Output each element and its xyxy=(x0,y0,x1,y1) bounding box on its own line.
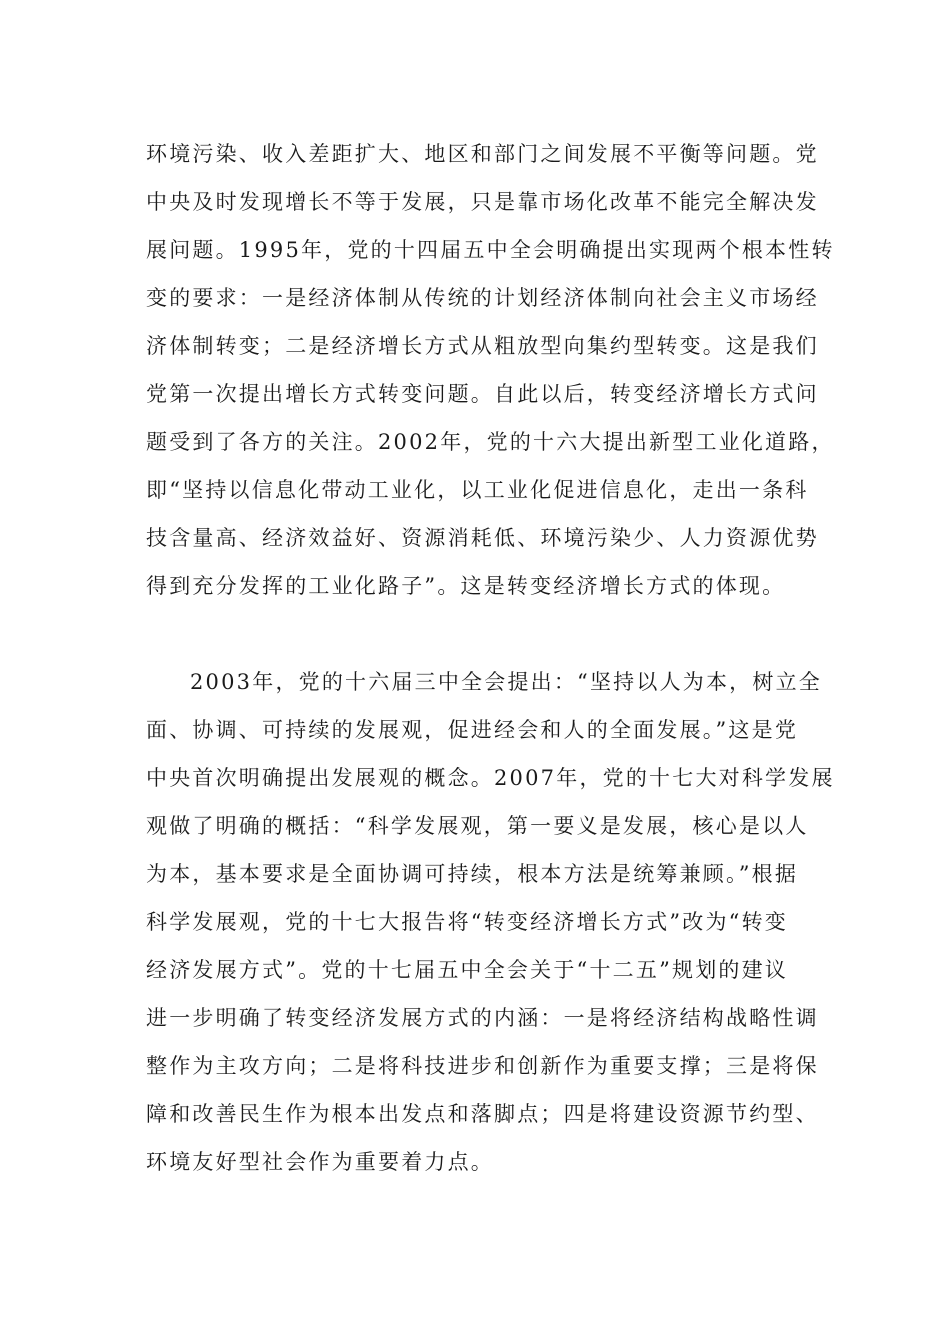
text-line: 即“坚持以信息化带动工业化，以工业化促进信息化，走出一条科 xyxy=(146,478,809,502)
text-line: 环境友好型社会作为重要着力点。 xyxy=(146,1150,494,1174)
paragraph-1 xyxy=(146,130,835,610)
text-line: 障和改善民生作为根本出发点和落脚点；四是将建设资源节约型、 xyxy=(146,1102,819,1126)
text-line: 环境污染、收入差距扩大、地区和部门之间发展不平衡等问题。党 xyxy=(146,142,819,166)
text-line: 进一步明确了转变经济发展方式的内涵：一是将经济结构战略性调 xyxy=(146,1006,819,1030)
text-line: 变的要求：一是经济体制从传统的计划经济体制向社会主义市场经 xyxy=(146,286,819,310)
text-line: 展问题。1995年，党的十四届五中全会明确提出实现两个根本性转 xyxy=(146,238,835,262)
text-line: 题受到了各方的关注。2002年，党的十六大提出新型工业化道路， xyxy=(146,430,835,454)
text-line: 党第一次提出增长方式转变问题。自此以后，转变经济增长方式问 xyxy=(146,382,819,406)
text-line: 中央及时发现增长不等于发展，只是靠市场化改革不能完全解决发 xyxy=(146,190,819,214)
text-line: 济体制转变；二是经济增长方式从粗放型向集约型转变。这是我们 xyxy=(146,334,819,358)
text-line: 观做了明确的概括：“科学发展观，第一要义是发展，核心是以人 xyxy=(146,814,809,838)
text-line: 技含量高、经济效益好、资源消耗低、环境污染少、人力资源优势 xyxy=(146,526,819,550)
text-line: 中央首次明确提出发展观的概念。2007年，党的十七大对科学发展 xyxy=(146,766,835,790)
text-line: 面、协调、可持续的发展观，促进经会和人的全面发展。”这是党 xyxy=(146,718,799,742)
text-line: 整作为主攻方向；二是将科技进步和创新作为重要支撑；三是将保 xyxy=(146,1054,819,1078)
text-line: 经济发展方式”。党的十七届五中全会关于“十二五”规划的建议 xyxy=(146,958,789,982)
text-line: 为本，基本要求是全面协调可持续，根本方法是统筹兼顾。”根据 xyxy=(146,862,799,886)
text-line: 得到充分发挥的工业化路子”。这是转变经济增长方式的体现。 xyxy=(146,574,786,598)
text-line: 科学发展观，党的十七大报告将“转变经济增长方式”改为“转变 xyxy=(146,910,789,934)
text-line: 2003年，党的十六届三中全会提出：“坚持以人为本，树立全 xyxy=(190,670,822,694)
paragraph-2 xyxy=(146,658,835,1186)
